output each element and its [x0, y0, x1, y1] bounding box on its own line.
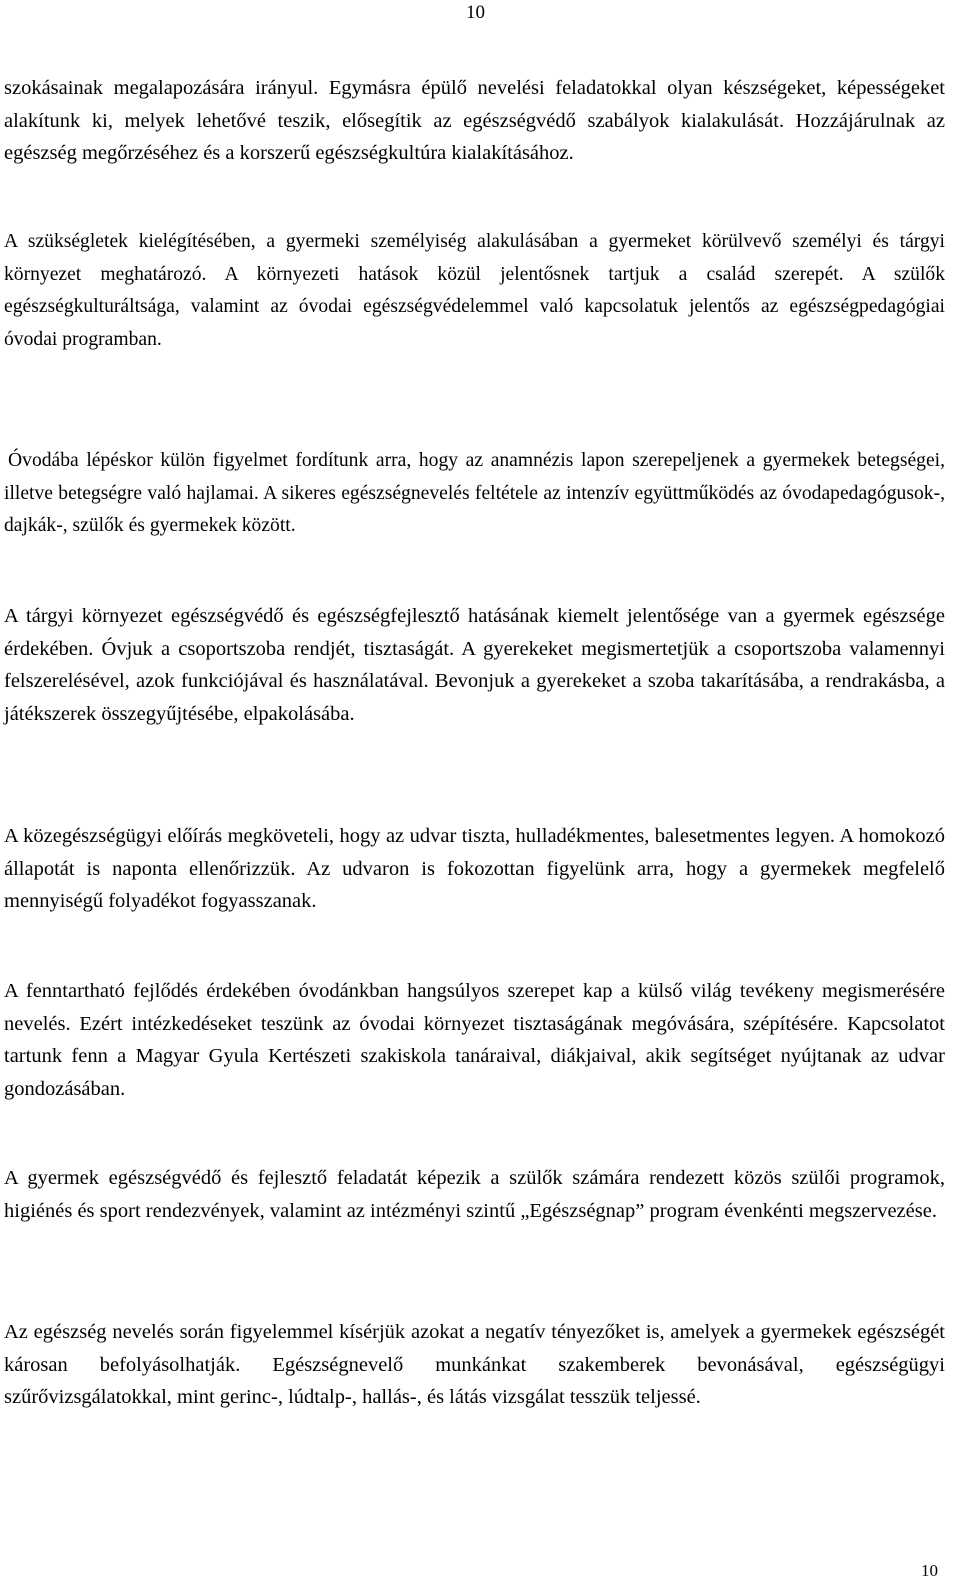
paragraph-3: Óvodába lépéskor külön figyelmet fordítunk arra, hogy az anamnézis lapon szerepeljenek a gyermekek betegségei, illetve betegségre való hajlamai. A sikeres egészségnevelés feltétele az intenzív együttműködés az óvodapedagógusok-, dajkák-, szülők és gyermekek között.	[4, 450, 945, 537]
paragraph-7: A gyermek egészségvédő és fejlesztő feladatát képezik a szülők számára rendezett közös szülői programok, higiénés és sport rendezvények, valamint az intézményi szintű „Egészségnap” program évenkénti megszervezése.	[4, 1167, 945, 1222]
page-number-bottom: 10	[921, 1561, 938, 1580]
paragraph-4: A tárgyi környezet egészségvédő és egészségfejlesztő hatásának kiemelt jelentősége van a gyermek egészsége érdekében. Óvjuk a csoportszoba rendjét, tisztaságát. A gyerekeket megismertetjük a csoportszoba valamennyi felszerelésével, azok funkciójával és használatával. Bevonjuk a gyerekeket a szoba takarításába, a rendrakásba, a játékszerek összegyűjtésébe, elpakolásába.	[4, 605, 945, 726]
paragraph-1: szokásainak megalapozására irányul. Egymásra épülő nevelési feladatokkal olyan készségeket, képességeket alakítunk ki, melyek lehetővé teszik, elősegítik az egészségvédő szabályok kialakulását. Hozzájárulnak az egészség megőrzéséhez és a korszerű egészségkultúra kialakításához.	[4, 77, 945, 165]
paragraph-5: A közegészségügyi előírás megköveteli, hogy az udvar tiszta, hulladékmentes, balesetmentes legyen. A homokozó állapotát is naponta ellenőrizzük. Az udvaron is fokozottan figyelünk arra, hogy a gyermekek megfelelő mennyiségű folyadékot fogyasszanak.	[4, 825, 945, 913]
paragraph-8: Az egészség nevelés során figyelemmel kísérjük azokat a negatív tényezőket is, amelyek a gyermekek egészségét károsan befolyásolhatják. Egészségnevelő munkánkat szakemberek bevonásával, egészségügyi szűrővizsgálatokkal, mint gerinc-, lúdtalp-, hallás-, és látás vizsgálat tesszük teljessé.	[4, 1321, 945, 1409]
paragraph-2: A szükségletek kielégítésében, a gyermeki személyiség alakulásában a gyermeket körülvevő személyi és tárgyi környezet meghatározó. A környezeti hatások közül jelentősnek tartjuk a család szerepét. A szülők egészségkulturáltsága, valamint az óvodai egészségvédelemmel való kapcsolatuk jelentős az egészségpedagógiai óvodai programban.	[4, 231, 945, 351]
paragraph-6: A fenntartható fejlődés érdekében óvodánkban hangsúlyos szerepet kap a külső világ tevékeny megismerésére nevelés. Ezért intézkedéseket teszünk az óvodai környezet tisztaságának megóvására, szépítésére. Kapcsolatot tartunk fenn a Magyar Gyula Kertészeti szakiskola tanáraival, diákjaival, akik segítséget nyújtanak az udvar gondozásában.	[4, 980, 945, 1101]
page-number-top: 10	[466, 2, 485, 23]
